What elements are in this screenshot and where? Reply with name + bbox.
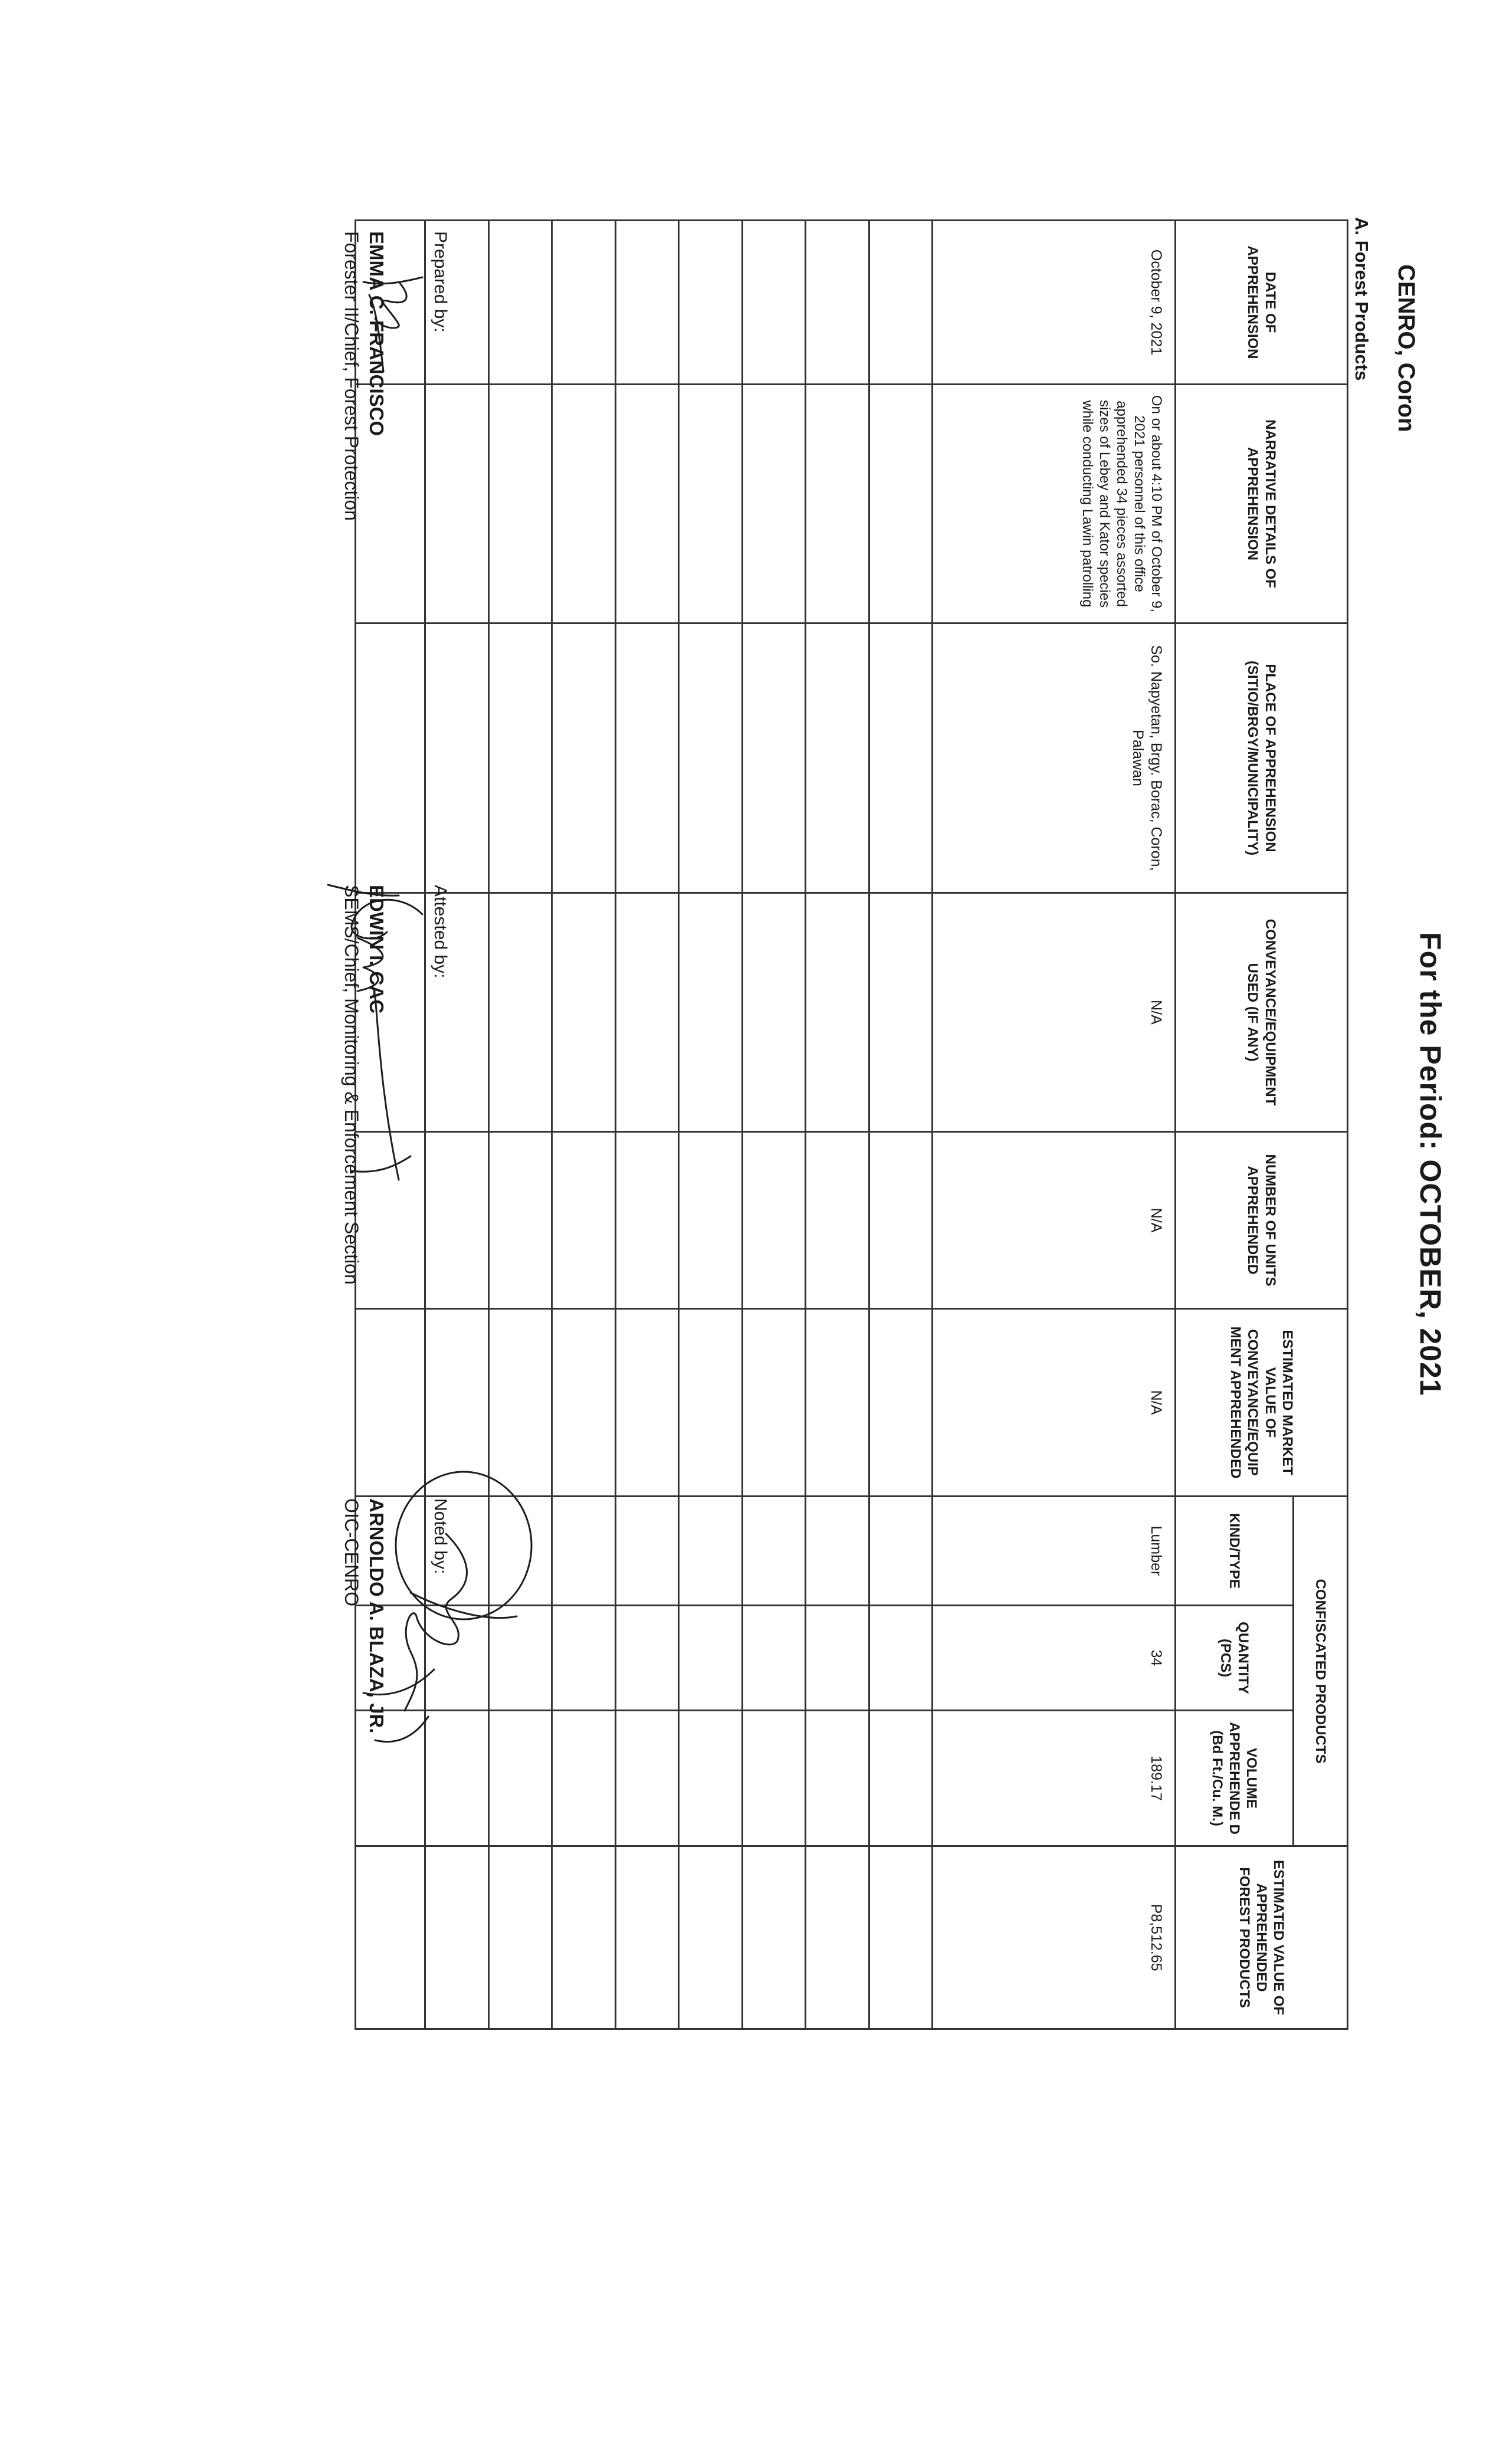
noted-by-name: ARNOLDO A. BLAZA, JR. — [366, 1498, 388, 1734]
col-header-units: NUMBER OF UNITS APPREHENDED — [1176, 1132, 1348, 1309]
col-header-market-value: ESTIMATED MARKET VALUE OF CONVEYANCE/EQUIP MENT APPREHENDED — [1176, 1309, 1348, 1497]
cell-units: N/A — [933, 1132, 1176, 1309]
cell-conveyance: N/A — [933, 893, 1176, 1132]
cell-market-value: N/A — [933, 1309, 1176, 1497]
report-period-title: For the Period: OCTOBER, 2021 — [1414, 932, 1447, 1396]
noted-by-label: Noted by: — [431, 1498, 450, 1574]
cell-estimated-value: P8,512.65 — [933, 1846, 1176, 2029]
cell-narrative: On or about 4:10 PM of October 9, 2021 personnel of this office apprehended 34 pieces assorted sizes of Lebey and Kator species while conducting Lawin patrolling — [933, 385, 1176, 624]
col-header-confiscated-products: CONFISCATED PRODUCTS — [1294, 1497, 1348, 1846]
cell-place: So. Napyetan, Brgy. Borac, Coron, Palawan — [933, 624, 1176, 893]
col-header-narrative: NARRATIVE DETAILS OF APPREHENSION — [1176, 385, 1348, 624]
office-name: CENRO, Coron — [1393, 264, 1419, 432]
col-header-quantity: QUANTITY (PCS) — [1176, 1606, 1294, 1711]
cell-kind: Lumber — [933, 1497, 1176, 1606]
noted-by-signature — [328, 1463, 552, 1770]
cell-date: October 9, 2021 — [933, 221, 1176, 385]
table-row — [933, 221, 1176, 2029]
table-row-empty — [552, 221, 616, 2029]
col-header-place: PLACE OF APPREHENSION (SITIO/BRGY/MUNICIPALITY) — [1176, 624, 1348, 893]
section-heading: A. Forest Products — [1351, 217, 1372, 381]
noted-by-title: OIC-CENRO — [340, 1498, 362, 1607]
prepared-by-name: EMMA C. FRANCISCO — [366, 231, 388, 437]
cell-volume: 189.17 — [933, 1711, 1176, 1846]
table-row-empty — [742, 221, 806, 2029]
prepared-by-signature — [352, 260, 434, 383]
col-header-volume: VOLUME APPREHENDE D (Bd Ft./Cu. M.) — [1176, 1711, 1294, 1846]
attested-by-signature — [310, 873, 446, 1192]
table-row-empty — [869, 221, 933, 2029]
attested-by-name: EDWIN I. CAC — [366, 885, 388, 1014]
prepared-by-label: Prepared by: — [431, 231, 450, 333]
scan-specks — [1254, 0, 1490, 354]
attested-by-title: SEMS/Chief, Monitoring & Enforcement Section — [340, 885, 362, 1285]
prepared-by-title: Forester II/Chief, Forest Protection — [340, 231, 362, 521]
table-row-empty — [806, 221, 869, 2029]
col-header-kind: KIND/TYPE — [1176, 1497, 1294, 1606]
cell-quantity: 34 — [933, 1606, 1176, 1711]
attested-by-label: Attested by: — [431, 885, 450, 979]
col-header-date: DATE OF APPREHENSION — [1176, 221, 1348, 385]
table-row-empty — [679, 221, 743, 2029]
col-header-conveyance: CONVEYANCE/EQUIPMENT USED (IF ANY) — [1176, 893, 1348, 1132]
col-header-estimated-value: ESTIMATED VALUE OF APPREHENDED FOREST PRODUCTS — [1176, 1846, 1348, 2029]
table-row-empty — [615, 221, 679, 2029]
